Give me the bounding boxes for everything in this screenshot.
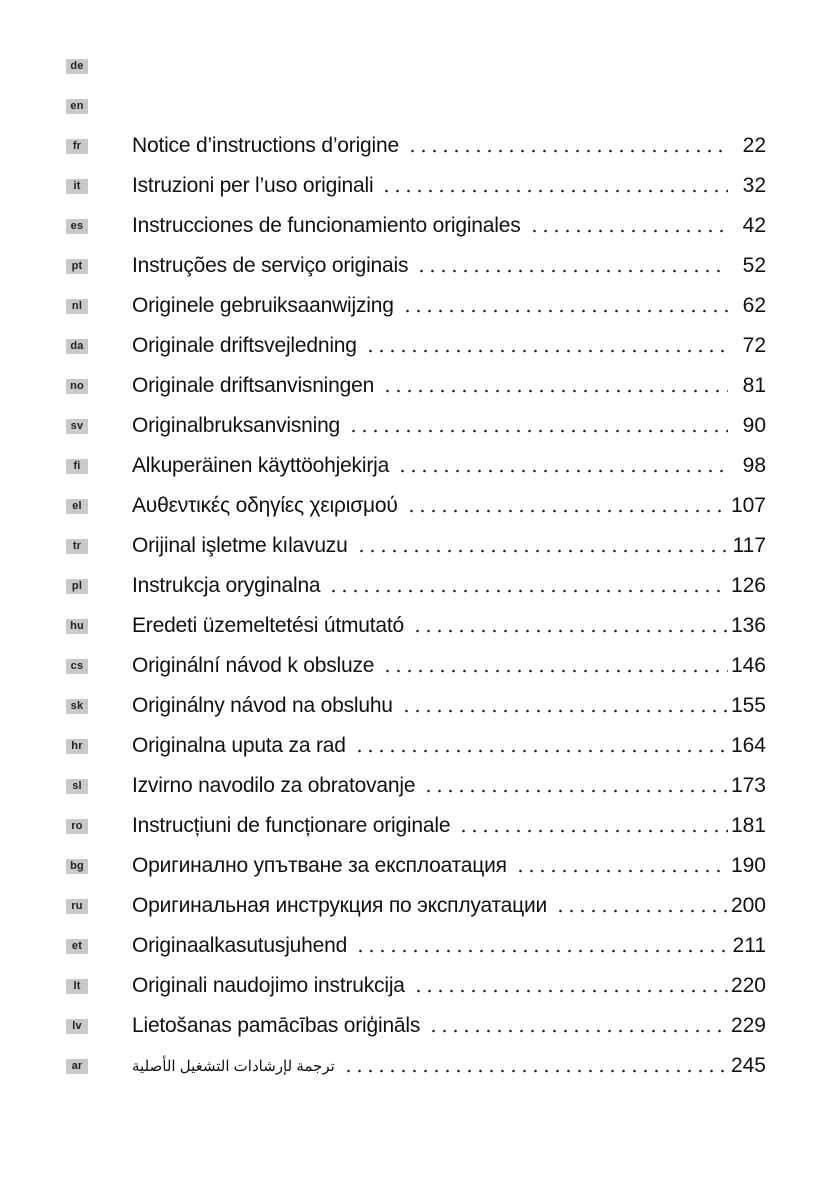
dot-leader [328,589,728,593]
toc-entry-title: Originální návod k obsluze [132,654,375,677]
dot-leader [402,309,728,313]
toc-row-sl [66,766,766,806]
dot-leader [529,229,729,233]
toc-page-number: 211 [732,934,766,957]
toc-row-bg [66,846,766,886]
toc-entry-title: Alkuperäinen käyttöohjekirja [132,454,390,477]
toc-row-pt [66,246,766,286]
toc-row-fr [66,126,766,166]
toc-row-es [66,206,766,246]
toc-entry-title: ترجمة لإرشادات التشغيل الأصلية [132,1058,335,1075]
toc-entry [132,406,766,446]
toc-entry-title: Originaalkasutusjuhend [132,934,348,957]
toc-entry [132,646,766,686]
toc-entry [132,966,766,1006]
dot-leader [356,549,728,553]
dot-leader [381,189,728,193]
toc-page-number: 173 [730,774,766,797]
toc-page-number: 98 [742,454,766,477]
toc-entry-title: Izvirno navodilo za obratovanje [132,774,416,797]
language-code-badge: el [66,499,88,514]
toc-entry [132,326,766,366]
dot-leader [382,389,728,393]
language-code-badge: bg [66,859,88,874]
language-code-badge: hr [66,739,88,754]
language-code-badge: sl [66,779,88,794]
toc-row-de [66,46,766,86]
language-code-badge: lt [66,979,88,994]
toc-page-number: 229 [730,1014,766,1037]
toc-page-number: 181 [730,814,766,837]
language-code-badge: cs [66,659,88,674]
language-code-badge: da [66,339,88,354]
dot-leader [413,989,728,993]
toc-row-no [66,366,766,406]
toc-entry-title: Оригинално упътване за експлоатация [132,854,507,877]
dot-leader [343,1069,728,1073]
toc-row-hu [66,606,766,646]
toc-entry-title: Originalna uputa za rad [132,734,346,757]
toc-entry [132,286,766,326]
dot-leader [423,789,728,793]
toc-entry [132,486,766,526]
toc-entry [132,166,766,206]
toc-entry [132,366,766,406]
dot-leader [401,709,728,713]
toc-page-number: 126 [730,574,766,597]
toc-entry-title: Originálny návod na obsluhu [132,694,393,717]
toc-page-number: 90 [742,414,766,437]
toc-entry [132,246,766,286]
dot-leader [428,1029,728,1033]
toc-entry-title: Orijinal işletme kılavuzu [132,534,348,557]
language-code-badge: es [66,219,88,234]
toc-entry [132,606,766,646]
toc-row-sk [66,686,766,726]
language-code-badge: et [66,939,88,954]
toc-row-lv [66,1006,766,1046]
language-code-badge: sk [66,699,88,714]
toc-entry-title: Originale driftsanvisningen [132,374,375,397]
toc-page-number: 72 [742,334,766,357]
toc-row-cs [66,646,766,686]
toc-entry-title: Originalbruksanvisning [132,414,341,437]
dot-leader [397,469,728,473]
toc-entry-title: Eredeti üzemeltetési útmutató [132,614,405,637]
dot-leader [416,269,728,273]
toc-entry-title: Instrucțiuni de funcționare originale [132,814,451,837]
toc-page-number: 136 [730,614,766,637]
toc-row-ro [66,806,766,846]
language-code-badge: nl [66,299,88,314]
toc-page-number: 117 [732,534,766,557]
language-code-badge: it [66,179,88,194]
toc-entry [132,686,766,726]
dot-leader [458,829,728,833]
toc-row-ar [66,1046,766,1086]
language-code-badge: no [66,379,88,394]
toc-row-hr [66,726,766,766]
toc-row-da [66,326,766,366]
toc-page-number: 52 [742,254,766,277]
dot-leader [406,509,728,513]
toc-row-pl [66,566,766,606]
toc-page-number: 200 [730,894,766,917]
toc-entry [132,526,766,566]
toc-entry-title: Notice d’instructions d’origine [132,134,399,157]
toc-entry [132,846,766,886]
toc-row-tr [66,526,766,566]
toc-row-fi [66,446,766,486]
toc-page-number: 146 [730,654,766,677]
toc-row-et [66,926,766,966]
toc-row-nl [66,286,766,326]
toc-entry [132,886,766,926]
toc-entry-title: Instruções de serviço originais [132,254,409,277]
language-code-badge: hu [66,619,88,634]
toc-entry [132,446,766,486]
toc-page-number: 81 [742,374,766,397]
toc-entry-title: Originali naudojimo instrukcija [132,974,405,997]
toc-row-it [66,166,766,206]
dot-leader [354,749,728,753]
toc-row-ru [66,886,766,926]
toc-page-number: 62 [742,294,766,317]
language-code-badge: ar [66,1059,88,1074]
toc-page-number: 42 [742,214,766,237]
toc-page-number: 155 [730,694,766,717]
dot-leader [355,949,728,953]
toc-page-number: 220 [730,974,766,997]
toc-entry-title: Lietošanas pamācības oriģināls [132,1014,421,1037]
language-code-badge: de [66,59,88,74]
toc-entry-title: Instrukcja oryginalna [132,574,321,597]
language-code-badge: ru [66,899,88,914]
toc-entry [132,806,766,846]
toc-entry [132,206,766,246]
toc-entry [132,1046,766,1086]
toc-entry-title: Originale driftsvejledning [132,334,357,357]
toc-entry [132,566,766,606]
dot-leader [412,629,728,633]
language-code-badge: sv [66,419,88,434]
dot-leader [407,149,728,153]
toc-entry [132,926,766,966]
toc-entry-title: Originele gebruiksaanwijzing [132,294,394,317]
toc-entry-title: Instrucciones de funcionamiento originales [132,214,521,237]
dot-leader [348,429,728,433]
table-of-contents [66,46,766,1086]
toc-row-el [66,486,766,526]
language-code-badge: en [66,99,88,114]
toc-entry-title: Αυθεντικές οδηγίες χειρισμού [132,494,398,517]
toc-entry [132,126,766,166]
toc-entry [132,1006,766,1046]
toc-page-number: 164 [730,734,766,757]
language-code-badge: ro [66,819,88,834]
language-code-badge: fr [66,139,88,154]
language-code-badge: pt [66,259,88,274]
language-code-badge: fi [66,459,88,474]
dot-leader [515,869,728,873]
toc-page-number: 245 [730,1054,766,1077]
dot-leader [365,349,728,353]
toc-page-number: 190 [730,854,766,877]
toc-entry-title: Оригинальная инструкция по эксплуатации [132,894,548,917]
toc-page-number: 107 [730,494,766,517]
toc-row-sv [66,406,766,446]
dot-leader [382,669,728,673]
language-code-badge: lv [66,1019,88,1034]
language-code-badge: pl [66,579,88,594]
toc-entry [132,766,766,806]
toc-entry [132,726,766,766]
toc-page-number: 32 [742,174,766,197]
toc-row-en [66,86,766,126]
toc-row-lt [66,966,766,1006]
toc-page-number: 22 [742,134,766,157]
language-code-badge: tr [66,539,88,554]
dot-leader [555,909,728,913]
toc-entry-title: Istruzioni per l’uso originali [132,174,374,197]
